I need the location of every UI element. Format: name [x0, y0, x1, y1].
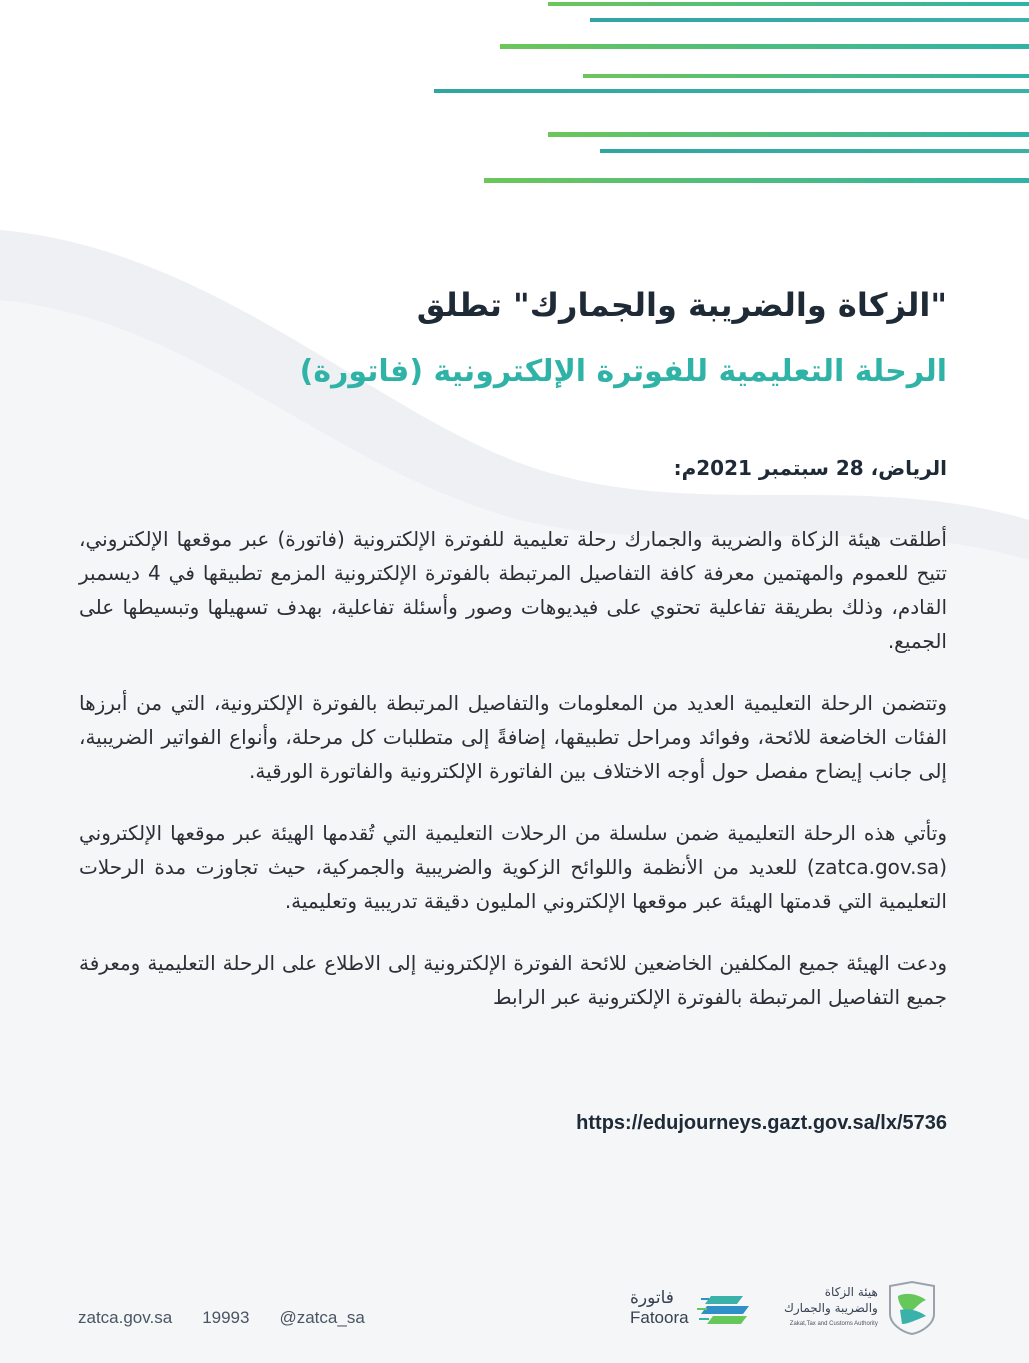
footer-website[interactable]: zatca.gov.sa	[78, 1308, 173, 1327]
paragraph-4: ودعت الهيئة جميع المكلفين الخاضعين للائحة الفوترة الإلكترونية إلى الاطلاع على الرحلة التعليمية ومعرفة جميع التفاصيل المرتبطة بالفوترة الإلكترونية عبر الرابط	[79, 951, 947, 1009]
fatoora-logo-ar: فاتورة	[630, 1288, 674, 1308]
paragraph-2: وتتضمن الرحلة التعليمية العديد من المعلومات والتفاصيل المرتبطة بالفوترة الإلكترونية، التي من أبرزها الفئات الخاضعة للائحة، وفوائد ومراحل تطبيقها، إضافةً إلى متطلبات كل مرحلة، وأنواع الفواتير الضريبية، إلى جانب إيضاح مفصل حول أوجه الاختلاف بين الفاتورة الإلكترونية والفاتورة الورقية.	[79, 691, 947, 783]
journey-link[interactable]: https://edujourneys.gazt.gov.sa/lx/5736	[576, 1112, 947, 1134]
zatca-logo-en: Zakat,Tax and Customs Authority	[789, 1321, 878, 1327]
fatoora-logo	[630, 1284, 762, 1332]
footer-handle[interactable]: @zatca_sa	[279, 1308, 365, 1327]
zatca-logo-ar-line1: هيئة الزكاة	[824, 1285, 878, 1299]
zatca-mark-icon	[886, 1280, 938, 1336]
zatca-logo	[784, 1278, 954, 1338]
fatoora-mark-icon	[697, 1288, 755, 1328]
headline: "الزكاة والضريبة والجمارك" تطلق	[416, 286, 947, 324]
decorative-stripes	[0, 0, 1029, 200]
paragraph-3: وتأتي هذه الرحلة التعليمية ضمن سلسلة من الرحلات التعليمية التي تُقدمها الهيئة عبر موقعها الإلكتروني (zatca.gov.sa) للعديد من الأنظمة واللوائح الزكوية والضريبية والجمركية، حيث تجاوزت مدة الرحلات التعليمية التي قدمتها الهيئة عبر موقعها الإلكتروني المليون دقيقة تدريبية وتعليمية.	[79, 821, 947, 913]
zatca-logo-ar-line2: والضريبة والجمارك	[784, 1301, 878, 1315]
dateline: الرياض، 28 سبتمبر 2021م:	[673, 456, 947, 480]
paragraph-1: أطلقت هيئة الزكاة والضريبة والجمارك رحلة تعليمية للفوترة الإلكترونية (فاتورة) عبر موقعها الإلكتروني، تتيح للعموم والمهتمين معرفة كافة التفاصيل المرتبطة بالفوترة الإلكترونية المزمع تطبيقها في 4 ديسمبر القادم، وذلك بطريقة تفاعلية تحتوي على فيديوهات وصور وأسئلة تفاعلية، بهدف تسهيلها وتبسيطها على الجميع.	[79, 527, 947, 653]
article-body	[79, 522, 947, 1042]
footer-contacts	[78, 1308, 365, 1328]
footer-phone: 19993	[202, 1308, 250, 1327]
fatoora-logo-en: Fatoora	[630, 1308, 689, 1327]
subheadline: الرحلة التعليمية للفوترة الإلكترونية (فاتورة)	[299, 354, 947, 389]
